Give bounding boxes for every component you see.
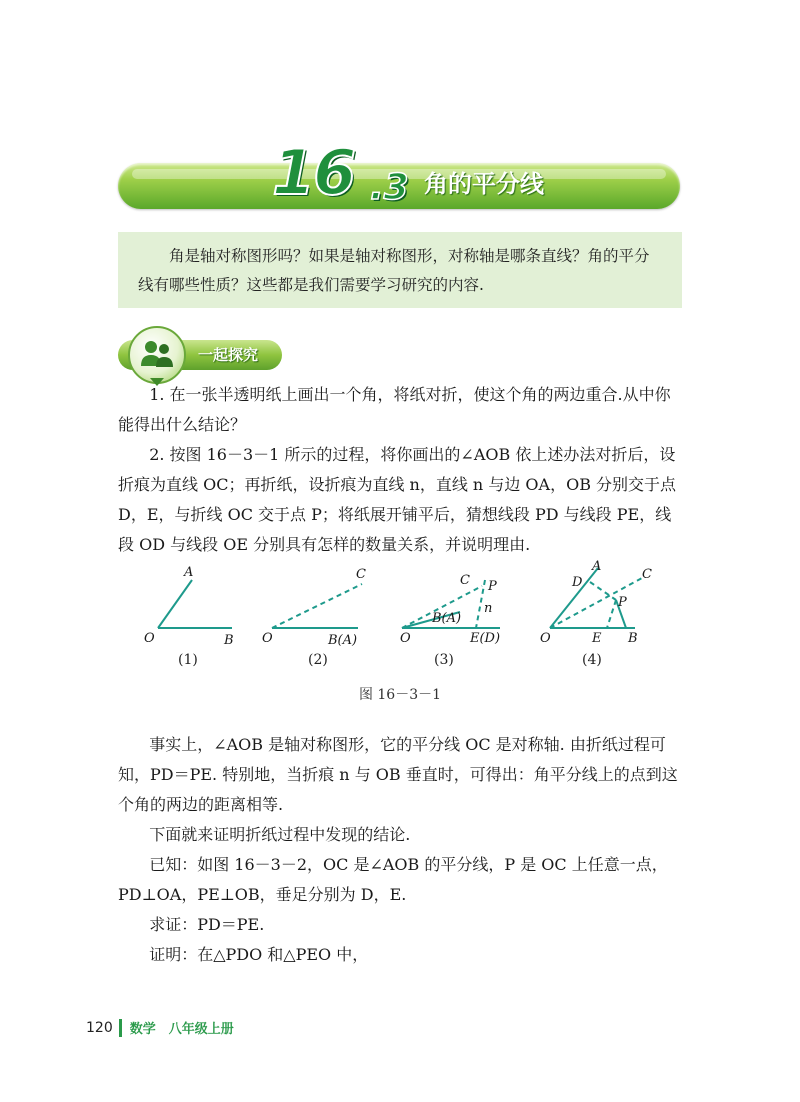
fig3-label-P: P: [488, 579, 497, 594]
fig1-label-A: A: [184, 565, 194, 580]
fig1-label-O: O: [144, 631, 155, 646]
footer-divider: [119, 1019, 122, 1037]
fig2-fold-OC: [272, 584, 362, 628]
figure-16-3-1: [130, 560, 670, 680]
book-title: 数学 八年级上册: [129, 1022, 234, 1037]
fig2-label-O: O: [262, 631, 273, 646]
paragraph-1: 1. 在一张半透明纸上画出一个角，将纸对折，使这个角的两边重合.从中你能得出什么结论？: [118, 385, 671, 434]
figure-diagrams: [130, 560, 670, 660]
fig3-label-C: C: [460, 573, 470, 588]
fig2-label-C: C: [356, 567, 366, 582]
fig4-label-A: A: [592, 560, 602, 574]
section-number: 16: [272, 136, 355, 209]
fig1-caption: (1): [178, 652, 198, 668]
figure-caption: 图 16－3－1: [358, 687, 442, 703]
page-number: 120: [86, 1019, 113, 1036]
explore-label: 一起探究: [198, 346, 259, 364]
fig2-caption: (2): [308, 652, 328, 668]
intro-box: [118, 232, 682, 308]
paragraph-3: 事实上，∠AOB 是轴对称图形，它的平分线 OC 是对称轴. 由折纸过程可知，PD＝PE. 特别地，当折痕 n 与 OB 垂直时，可得出：角平分线上的点到这个角的两边的距离相等.: [118, 735, 678, 814]
paragraph-7: 证明：在△PDO 和△PEO 中，: [149, 945, 369, 964]
fig3-caption: (3): [434, 652, 454, 668]
fig4-caption: (4): [582, 652, 602, 668]
fig4-label-C: C: [642, 567, 652, 582]
fig3-label-n: n: [484, 601, 493, 616]
fig1-ray-OA: [158, 580, 192, 628]
fig4-fold-OC: [550, 578, 642, 628]
paragraph-5: 已知：如图 16－3－2，OC 是∠AOB 的平分线，P 是 OC 上任意一点，PD⊥OA，PE⊥OB，垂足分别为 D，E.: [118, 855, 668, 904]
fig4-label-P: P: [618, 595, 627, 610]
fig4-label-E: E: [592, 631, 602, 646]
fig4-label-B: B: [628, 631, 638, 646]
section-subnumber: .3: [370, 167, 409, 208]
people-icon: [128, 326, 186, 384]
fig4-fold-n: [590, 582, 616, 600]
paragraph-2: 2. 按图 16－3－1 所示的过程，将你画出的∠AOB 依上述办法对折后，设折痕为直线 OC；再折纸，设折痕为直线 n，直线 n 与边 OA，OB 分别交于点 D，E，与折线 OC 交于点 P；将纸展开铺平后，猜想线段 PD 与线段 PE，线段 OD 与线段 OE 分别具有怎样的数量关系，并说明理由.: [118, 445, 677, 554]
intro-text: 角是轴对称图形吗？如果是轴对称图形，对称轴是哪条直线？角的平分线有哪些性质？这些都是我们需要学习研究的内容.: [138, 247, 650, 294]
fig3-label-BA: B(A): [432, 611, 462, 626]
fig4-segment-PE: [607, 600, 616, 628]
fig1-label-B: B: [224, 633, 234, 648]
section-title: 角的平分线: [424, 170, 544, 198]
fig3-label-O: O: [400, 631, 411, 646]
fig4-label-O: O: [540, 631, 551, 646]
page-footer: [86, 1018, 234, 1037]
fig2-label-BA: B(A): [328, 633, 358, 648]
fig4-label-D: D: [572, 575, 583, 590]
paragraph-4: 下面就来证明折纸过程中发现的结论.: [149, 825, 411, 844]
paragraph-6: 求证：PD＝PE.: [149, 915, 265, 934]
fig3-label-ED: E(D): [470, 631, 501, 646]
